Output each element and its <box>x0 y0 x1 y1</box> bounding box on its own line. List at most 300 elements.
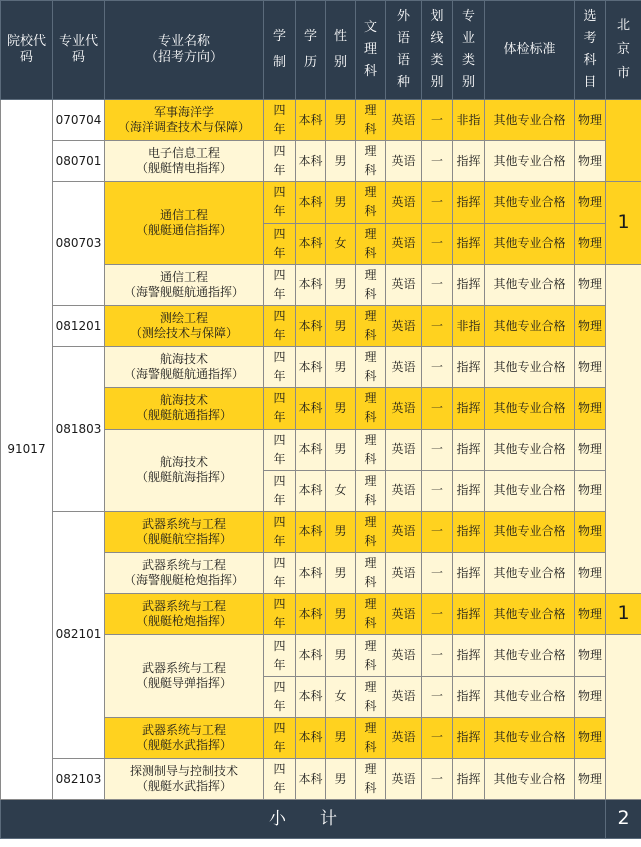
track-line-1: 科 <box>364 492 377 507</box>
gender-cell: 男 <box>326 553 356 594</box>
track-cell <box>356 594 386 635</box>
major-name-cell <box>105 717 264 758</box>
degree-cell: 本科 <box>296 100 326 141</box>
track-cell <box>356 100 386 141</box>
duration-line-0: 四 <box>273 432 286 447</box>
header-subject-c2: 科 <box>583 53 597 68</box>
major-direction: （舰艇航空指挥） <box>135 531 232 546</box>
duration-line-1: 年 <box>273 163 286 178</box>
duration-cell <box>264 635 296 676</box>
degree-cell: 本科 <box>296 594 326 635</box>
track-line-0: 理 <box>364 309 377 324</box>
major-type-cell: 指挥 <box>453 429 485 470</box>
header-subject-c1: 考 <box>583 31 597 46</box>
track-line-0: 理 <box>364 638 377 653</box>
major-name-cell <box>105 388 264 429</box>
major-type-cell: 指挥 <box>453 553 485 594</box>
subject-cell: 物理 <box>575 429 606 470</box>
track-line-1: 科 <box>364 245 377 260</box>
major-name: 通信工程 <box>159 269 208 284</box>
language-cell: 英语 <box>386 141 422 182</box>
header-beijing-c1: 京 <box>616 42 630 57</box>
header-physical: 体检标准 <box>485 1 575 100</box>
header-language <box>386 1 422 100</box>
duration-cell <box>264 717 296 758</box>
beijing-quota-cell <box>606 264 641 594</box>
line-type-cell: 一 <box>422 305 453 346</box>
track-line-1: 科 <box>364 657 377 672</box>
major-type-cell: 指挥 <box>453 141 485 182</box>
major-direction: （海警舰艇枪炮指挥） <box>123 573 244 588</box>
beijing-quota-cell <box>606 100 641 182</box>
header-track-c0: 文 <box>363 20 377 35</box>
table-row <box>1 141 641 182</box>
track-cell <box>356 511 386 552</box>
major-name: 航海技术 <box>159 455 208 470</box>
major-direction: （舰艇导弹指挥） <box>135 676 232 691</box>
track-line-1: 科 <box>364 163 377 178</box>
header-duration <box>264 1 296 100</box>
major-type-cell: 指挥 <box>453 511 485 552</box>
physical-standard-cell: 其他专业合格 <box>485 553 575 594</box>
major-name: 探测制导与控制技术 <box>129 764 238 779</box>
physical-standard-cell: 其他专业合格 <box>485 676 575 717</box>
header-language-c2: 语 <box>396 53 410 68</box>
track-line-0: 理 <box>364 762 377 777</box>
gender-cell: 男 <box>326 388 356 429</box>
track-cell <box>356 223 386 264</box>
track-cell <box>356 347 386 388</box>
subject-cell: 物理 <box>575 594 606 635</box>
degree-cell: 本科 <box>296 759 326 800</box>
duration-line-1: 年 <box>273 369 286 384</box>
language-cell: 英语 <box>386 429 422 470</box>
language-cell: 英语 <box>386 100 422 141</box>
track-line-0: 理 <box>364 103 377 118</box>
track-line-0: 理 <box>364 226 377 241</box>
track-line-0: 理 <box>364 350 377 365</box>
duration-cell <box>264 388 296 429</box>
track-cell <box>356 717 386 758</box>
physical-standard-cell: 其他专业合格 <box>485 264 575 305</box>
degree-cell: 本科 <box>296 388 326 429</box>
track-line-1: 科 <box>364 698 377 713</box>
duration-line-1: 年 <box>273 245 286 260</box>
gender-cell: 男 <box>326 141 356 182</box>
header-beijing-c2: 市 <box>616 66 630 81</box>
degree-cell: 本科 <box>296 511 326 552</box>
table-row <box>1 347 641 388</box>
line-type-cell: 一 <box>422 141 453 182</box>
line-type-cell: 一 <box>422 388 453 429</box>
header-line-type-c2: 类 <box>430 53 444 68</box>
gender-cell: 男 <box>326 182 356 223</box>
header-major-type-c3: 别 <box>461 75 475 90</box>
duration-cell <box>264 429 296 470</box>
major-name-cell <box>105 305 264 346</box>
header-subject <box>575 1 606 100</box>
line-type-cell: 一 <box>422 759 453 800</box>
major-direction: （海警舰艇航通指挥） <box>123 284 244 299</box>
header-row <box>1 1 641 100</box>
gender-cell: 男 <box>326 264 356 305</box>
duration-line-0: 四 <box>273 144 286 159</box>
duration-line-0: 四 <box>273 267 286 282</box>
line-type-cell: 一 <box>422 182 453 223</box>
gender-cell: 男 <box>326 305 356 346</box>
line-type-cell: 一 <box>422 676 453 717</box>
language-cell: 英语 <box>386 635 422 676</box>
major-code-cell: 070704 <box>53 100 105 141</box>
track-line-1: 科 <box>364 328 377 343</box>
major-name-cell <box>105 264 264 305</box>
track-line-1: 科 <box>364 369 377 384</box>
duration-line-1: 年 <box>273 698 286 713</box>
degree-cell: 本科 <box>296 553 326 594</box>
duration-cell <box>264 141 296 182</box>
header-line-type <box>422 1 453 100</box>
physical-standard-cell: 其他专业合格 <box>485 511 575 552</box>
line-type-cell: 一 <box>422 470 453 511</box>
line-type-cell: 一 <box>422 717 453 758</box>
header-major-type <box>453 1 485 100</box>
line-type-cell: 一 <box>422 511 453 552</box>
duration-line-0: 四 <box>273 597 286 612</box>
language-cell: 英语 <box>386 759 422 800</box>
duration-line-0: 四 <box>273 309 286 324</box>
duration-cell <box>264 553 296 594</box>
subject-cell: 物理 <box>575 305 606 346</box>
degree-cell: 本科 <box>296 223 326 264</box>
header-language-c0: 外 <box>396 9 410 24</box>
header-language-c1: 语 <box>396 31 410 46</box>
physical-standard-cell: 其他专业合格 <box>485 759 575 800</box>
language-cell: 英语 <box>386 717 422 758</box>
major-direction: （舰艇枪炮指挥） <box>135 614 232 629</box>
gender-cell: 男 <box>326 717 356 758</box>
track-line-0: 理 <box>364 473 377 488</box>
major-name: 武器系统与工程 <box>141 722 226 737</box>
duration-line-1: 年 <box>273 122 286 137</box>
major-type-cell: 指挥 <box>453 388 485 429</box>
degree-cell: 本科 <box>296 347 326 388</box>
header-language-c3: 种 <box>396 75 410 90</box>
header-degree-c0: 学 <box>303 29 317 44</box>
header-line-type-c1: 线 <box>430 31 444 46</box>
gender-cell: 女 <box>326 470 356 511</box>
language-cell: 英语 <box>386 347 422 388</box>
subject-cell: 物理 <box>575 759 606 800</box>
degree-cell: 本科 <box>296 717 326 758</box>
header-degree <box>296 1 326 100</box>
track-line-0: 理 <box>364 720 377 735</box>
line-type-cell: 一 <box>422 223 453 264</box>
physical-standard-cell: 其他专业合格 <box>485 141 575 182</box>
gender-cell: 女 <box>326 223 356 264</box>
header-line-type-c3: 别 <box>430 75 444 90</box>
physical-standard-cell: 其他专业合格 <box>485 717 575 758</box>
major-type-cell: 非指 <box>453 305 485 346</box>
track-line-0: 理 <box>364 597 377 612</box>
degree-cell: 本科 <box>296 305 326 346</box>
line-type-cell: 一 <box>422 264 453 305</box>
header-gender <box>326 1 356 100</box>
track-line-1: 科 <box>364 616 377 631</box>
header-gender-c1: 别 <box>333 55 347 70</box>
subtotal-value: 2 <box>606 800 641 839</box>
track-cell <box>356 305 386 346</box>
major-type-cell: 指挥 <box>453 223 485 264</box>
duration-line-0: 四 <box>273 226 286 241</box>
duration-line-0: 四 <box>273 556 286 571</box>
header-major-name-title: 专业名称 <box>157 33 210 49</box>
line-type-cell: 一 <box>422 635 453 676</box>
header-beijing <box>606 1 641 100</box>
track-line-1: 科 <box>364 122 377 137</box>
major-direction: （舰艇通信指挥） <box>135 223 232 238</box>
major-name: 军事海洋学 <box>153 105 214 120</box>
track-cell <box>356 182 386 223</box>
major-name: 武器系统与工程 <box>141 599 226 614</box>
physical-standard-cell: 其他专业合格 <box>485 635 575 676</box>
track-cell <box>356 141 386 182</box>
subtotal-row <box>1 800 641 839</box>
duration-line-1: 年 <box>273 533 286 548</box>
track-line-1: 科 <box>364 451 377 466</box>
subject-cell: 物理 <box>575 553 606 594</box>
duration-cell <box>264 511 296 552</box>
header-track-c2: 科 <box>363 64 377 79</box>
track-cell <box>356 470 386 511</box>
beijing-quota-cell <box>606 635 641 800</box>
track-line-0: 理 <box>364 432 377 447</box>
table-row <box>1 511 641 552</box>
duration-line-0: 四 <box>273 391 286 406</box>
major-type-cell: 指挥 <box>453 182 485 223</box>
duration-line-1: 年 <box>273 575 286 590</box>
major-name: 航海技术 <box>159 393 208 408</box>
gender-cell: 男 <box>326 100 356 141</box>
duration-line-1: 年 <box>273 286 286 301</box>
header-beijing-c0: 北 <box>616 18 630 33</box>
major-type-cell: 指挥 <box>453 717 485 758</box>
degree-cell: 本科 <box>296 676 326 717</box>
degree-cell: 本科 <box>296 141 326 182</box>
header-major-type-c2: 类 <box>461 53 475 68</box>
duration-line-0: 四 <box>273 185 286 200</box>
duration-line-1: 年 <box>273 328 286 343</box>
major-name-cell <box>105 429 264 511</box>
track-line-0: 理 <box>364 556 377 571</box>
degree-cell: 本科 <box>296 429 326 470</box>
physical-standard-cell: 其他专业合格 <box>485 594 575 635</box>
major-code-cell: 080701 <box>53 141 105 182</box>
track-line-0: 理 <box>364 144 377 159</box>
line-type-cell: 一 <box>422 429 453 470</box>
language-cell: 英语 <box>386 223 422 264</box>
subject-cell: 物理 <box>575 100 606 141</box>
subtotal-label <box>1 800 606 839</box>
major-code-cell: 081803 <box>53 347 105 512</box>
major-name-cell <box>105 182 264 264</box>
table-row <box>1 100 641 141</box>
subject-cell: 物理 <box>575 388 606 429</box>
header-major-name-sub: （招考方向） <box>144 50 223 65</box>
major-type-cell: 指挥 <box>453 676 485 717</box>
duration-cell <box>264 100 296 141</box>
major-name-cell <box>105 347 264 388</box>
duration-line-1: 年 <box>273 616 286 631</box>
subtotal-label-text: 小计 <box>269 808 371 829</box>
major-direction: （舰艇航通指挥） <box>135 408 232 423</box>
duration-cell <box>264 470 296 511</box>
physical-standard-cell: 其他专业合格 <box>485 429 575 470</box>
language-cell: 英语 <box>386 264 422 305</box>
track-cell <box>356 553 386 594</box>
physical-standard-cell: 其他专业合格 <box>485 100 575 141</box>
subject-cell: 物理 <box>575 717 606 758</box>
major-type-cell: 指挥 <box>453 264 485 305</box>
header-degree-c1: 历 <box>303 55 317 70</box>
major-code-cell: 082101 <box>53 511 105 758</box>
language-cell: 英语 <box>386 676 422 717</box>
gender-cell: 男 <box>326 347 356 388</box>
major-type-cell: 指挥 <box>453 470 485 511</box>
duration-line-0: 四 <box>273 720 286 735</box>
major-name-cell <box>105 635 264 717</box>
subject-cell: 物理 <box>575 141 606 182</box>
duration-line-1: 年 <box>273 657 286 672</box>
duration-cell <box>264 223 296 264</box>
header-duration-c0: 学 <box>272 29 286 44</box>
duration-line-1: 年 <box>273 739 286 754</box>
duration-line-0: 四 <box>273 514 286 529</box>
language-cell: 英语 <box>386 553 422 594</box>
major-type-cell: 指挥 <box>453 347 485 388</box>
major-type-cell: 指挥 <box>453 759 485 800</box>
header-track <box>356 1 386 100</box>
gender-cell: 男 <box>326 429 356 470</box>
header-major-name <box>105 1 264 100</box>
track-cell <box>356 429 386 470</box>
degree-cell: 本科 <box>296 470 326 511</box>
header-school-code: 院校代码 <box>1 1 53 100</box>
major-direction: （舰艇航海指挥） <box>135 470 232 485</box>
line-type-cell: 一 <box>422 100 453 141</box>
major-name: 航海技术 <box>159 352 208 367</box>
duration-line-1: 年 <box>273 451 286 466</box>
major-direction: （海洋调查技术与保障） <box>117 120 250 135</box>
major-name-cell <box>105 553 264 594</box>
track-line-1: 科 <box>364 575 377 590</box>
header-major-type-c1: 业 <box>461 31 475 46</box>
duration-cell <box>264 759 296 800</box>
track-cell <box>356 676 386 717</box>
major-direction: （海警舰艇航通指挥） <box>123 367 244 382</box>
physical-standard-cell: 其他专业合格 <box>485 347 575 388</box>
duration-line-0: 四 <box>273 679 286 694</box>
duration-cell <box>264 305 296 346</box>
duration-line-0: 四 <box>273 638 286 653</box>
beijing-quota-cell: 1 <box>606 182 641 264</box>
duration-line-0: 四 <box>273 762 286 777</box>
track-line-0: 理 <box>364 391 377 406</box>
degree-cell: 本科 <box>296 635 326 676</box>
duration-line-0: 四 <box>273 473 286 488</box>
major-name: 武器系统与工程 <box>141 516 226 531</box>
physical-standard-cell: 其他专业合格 <box>485 223 575 264</box>
header-track-c1: 理 <box>363 42 377 57</box>
header-line-type-c0: 划 <box>430 9 444 24</box>
duration-line-0: 四 <box>273 103 286 118</box>
major-name-cell <box>105 511 264 552</box>
track-line-1: 科 <box>364 739 377 754</box>
duration-line-1: 年 <box>273 492 286 507</box>
degree-cell: 本科 <box>296 264 326 305</box>
subject-cell: 物理 <box>575 223 606 264</box>
major-code-cell: 082103 <box>53 759 105 800</box>
gender-cell: 男 <box>326 594 356 635</box>
language-cell: 英语 <box>386 594 422 635</box>
track-line-0: 理 <box>364 679 377 694</box>
major-name-cell <box>105 141 264 182</box>
duration-cell <box>264 676 296 717</box>
school-code-cell: 91017 <box>1 100 53 800</box>
track-cell <box>356 635 386 676</box>
header-major-code: 专业代码 <box>53 1 105 100</box>
physical-standard-cell: 其他专业合格 <box>485 305 575 346</box>
major-name: 武器系统与工程 <box>141 558 226 573</box>
duration-cell <box>264 182 296 223</box>
major-direction: （舰艇水武指挥） <box>135 779 232 794</box>
major-name-cell <box>105 594 264 635</box>
language-cell: 英语 <box>386 470 422 511</box>
header-duration-c1: 制 <box>272 55 286 70</box>
physical-standard-cell: 其他专业合格 <box>485 388 575 429</box>
degree-cell: 本科 <box>296 182 326 223</box>
track-cell <box>356 759 386 800</box>
line-type-cell: 一 <box>422 594 453 635</box>
track-line-1: 科 <box>364 533 377 548</box>
beijing-quota-cell: 1 <box>606 594 641 635</box>
language-cell: 英语 <box>386 388 422 429</box>
track-line-1: 科 <box>364 286 377 301</box>
duration-cell <box>264 594 296 635</box>
major-name: 电子信息工程 <box>147 146 220 161</box>
track-line-0: 理 <box>364 514 377 529</box>
line-type-cell: 一 <box>422 347 453 388</box>
track-line-1: 科 <box>364 410 377 425</box>
subject-cell: 物理 <box>575 470 606 511</box>
gender-cell: 男 <box>326 635 356 676</box>
duration-line-1: 年 <box>273 204 286 219</box>
table-row <box>1 759 641 800</box>
track-line-0: 理 <box>364 185 377 200</box>
track-line-0: 理 <box>364 267 377 282</box>
major-name-cell <box>105 759 264 800</box>
header-subject-c0: 选 <box>583 9 597 24</box>
header-major-type-c0: 专 <box>461 9 475 24</box>
track-cell <box>356 388 386 429</box>
major-direction: （舰艇情电指挥） <box>135 161 232 176</box>
table-row <box>1 182 641 223</box>
major-name: 通信工程 <box>159 208 208 223</box>
gender-cell: 男 <box>326 759 356 800</box>
track-line-1: 科 <box>364 204 377 219</box>
header-gender-c0: 性 <box>333 29 347 44</box>
line-type-cell: 一 <box>422 553 453 594</box>
duration-cell <box>264 264 296 305</box>
